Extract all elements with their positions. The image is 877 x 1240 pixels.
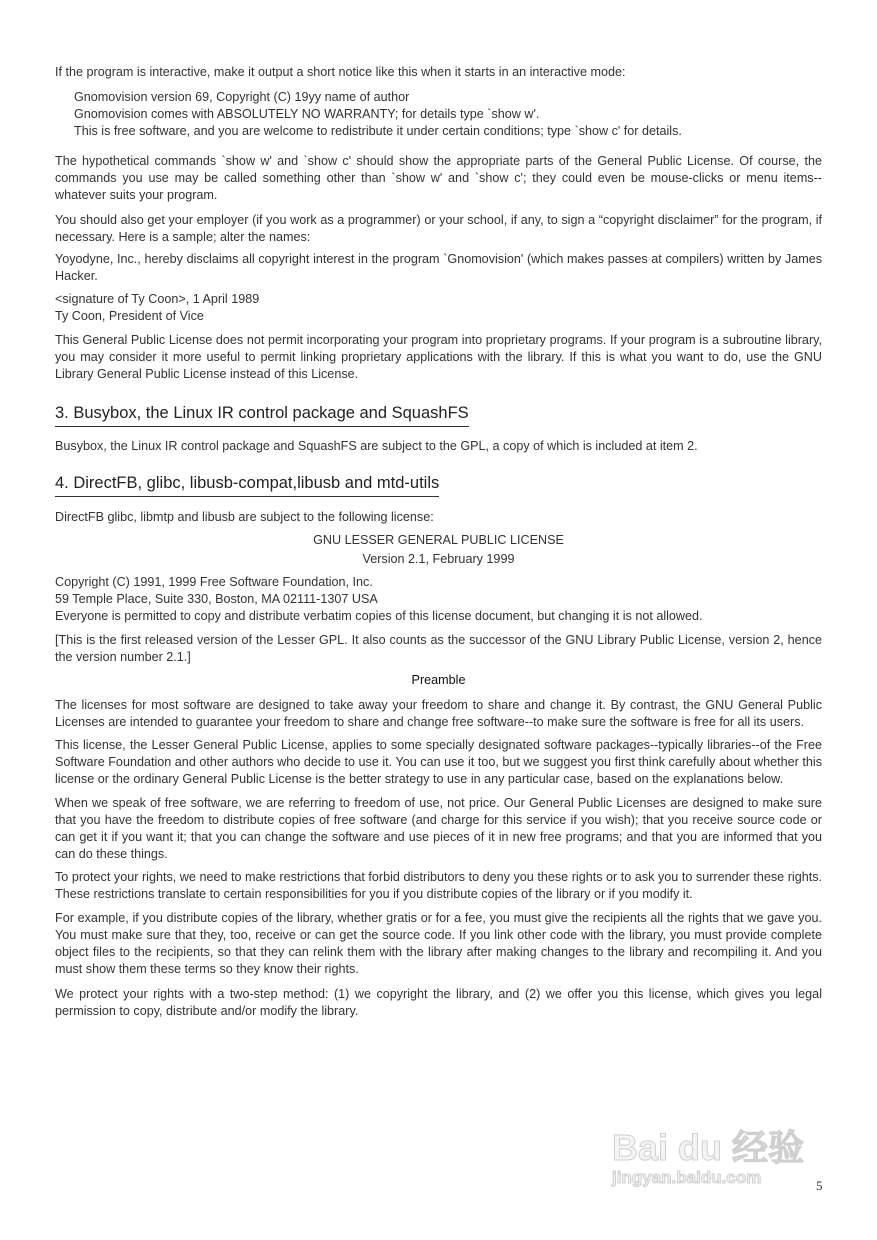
paragraph: When we speak of free software, we are referring to freedom of use, not price. Our General Public Licenses are designed to make sure that you have the freedom to distribute copies of free software (and charge for this service if you wish); that you receive source code or can get it if you want it; that you can change the software and use pieces of it in new free programs; and that you are informed that you can do these things. [55, 796, 822, 861]
section-heading-4-wrap [55, 472, 822, 497]
notice-line: Gnomovision comes with ABSOLUTELY NO WARRANTY; for details type `show w'. [74, 107, 540, 121]
paragraph: This license, the Lesser General Public License, applies to some specially designated software packages--typically libraries--of the Free Software Foundation and other authors who decide to use it. You can use it too, but we suggest you first think carefully about whether this license or the ordinary General Public License is the better strategy to use in any particular case, based on the explanations below. [55, 738, 822, 786]
copyright-block [55, 574, 822, 608]
paragraph: Busybox, the Linux IR control package and SquashFS are subject to the GPL, a copy of which is included at item 2. [55, 439, 698, 453]
license-version: Version 2.1, February 1999 [362, 552, 515, 566]
notice-block [55, 89, 822, 140]
paragraph: You should also get your employer (if you work as a programmer) or your school, if any, to sign a “copyright disclaimer” for the program, if necessary. Here is a sample; alter the names: [55, 213, 822, 244]
paragraph: Yoyodyne, Inc., hereby disclaims all copyright interest in the program `Gnomovision' (which makes passes at compilers) written by James Hacker. [55, 252, 822, 283]
section-heading-3-wrap [55, 402, 822, 427]
paragraph: Everyone is permitted to copy and distribute verbatim copies of this license document, but changing it is not allowed. [55, 609, 703, 623]
paragraph: For example, if you distribute copies of the library, whether gratis or for a fee, you must give the recipients all the rights that we gave you. You must make sure that they, too, receive or can get the source code. If you link other code with the library, you must provide complete object files to the recipients, so that they can relink them with the library after making changes to the library and recompiling it. And you must show them these terms so they know their rights. [55, 911, 822, 976]
notice-line: Gnomovision version 69, Copyright (C) 19yy name of author [74, 90, 410, 104]
paragraph: We protect your rights with a two-step method: (1) we copyright the library, and (2) we offer you this license, which gives you legal permission to copy, distribute and/or modify the library. [55, 987, 822, 1018]
paragraph: [This is the first released version of the Lesser GPL. It also counts as the successor of the GNU Library Public License, version 2, hence the version number 2.1.] [55, 633, 822, 664]
paragraph: To protect your rights, we need to make restrictions that forbid distributors to deny you these rights or to ask you to surrender these rights. These restrictions translate to certain responsibilities for you if you distribute copies of the library or if you modify it. [55, 870, 822, 901]
copyright-line: 59 Temple Place, Suite 330, Boston, MA 02111-1307 USA [55, 592, 378, 606]
section-heading-4: 4. DirectFB, glibc, libusb-compat,libusb and mtd-utils [55, 472, 439, 497]
signature-line: <signature of Ty Coon>, 1 April 1989 [55, 292, 260, 306]
watermark-brand: Bai du 经验 [612, 1127, 805, 1168]
paragraph: DirectFB glibc, libmtp and libusb are subject to the following license: [55, 510, 434, 524]
page-number: 5 [816, 1178, 823, 1193]
paragraph-intro: If the program is interactive, make it output a short notice like this when it starts in an interactive mode: [55, 65, 626, 79]
baidu-watermark [612, 1128, 808, 1188]
section-heading-3: 3. Busybox, the Linux IR control package and SquashFS [55, 402, 469, 427]
preamble-heading: Preamble [411, 673, 466, 687]
notice-line: This is free software, and you are welcome to redistribute it under certain conditions; type `show c' for details. [74, 124, 682, 138]
license-title: GNU LESSER GENERAL PUBLIC LICENSE [313, 533, 564, 547]
document-body [55, 64, 822, 1020]
paragraph: The hypothetical commands `show w' and `show c' should show the appropriate parts of the General Public License. Of course, the commands you use may be called something other than `show w' and `show c'; they could even be mouse-clicks or menu items--whatever suits your program. [55, 154, 822, 202]
copyright-line: Copyright (C) 1991, 1999 Free Software Foundation, Inc. [55, 575, 373, 589]
paragraph: This General Public License does not permit incorporating your program into proprietary programs. If your program is a subroutine library, you may consider it more useful to permit linking proprietary applications with the library. If this is what you want to do, use the GNU Library General Public License instead of this License. [55, 333, 822, 381]
signature-block [55, 291, 822, 325]
signature-line: Ty Coon, President of Vice [55, 309, 204, 323]
watermark-url: jingyan.baidu.com [612, 1168, 762, 1187]
paragraph: The licenses for most software are designed to take away your freedom to share and change it. By contrast, the GNU General Public Licenses are intended to guarantee your freedom to share and change free software--to make sure the software is free for all its users. [55, 698, 822, 729]
